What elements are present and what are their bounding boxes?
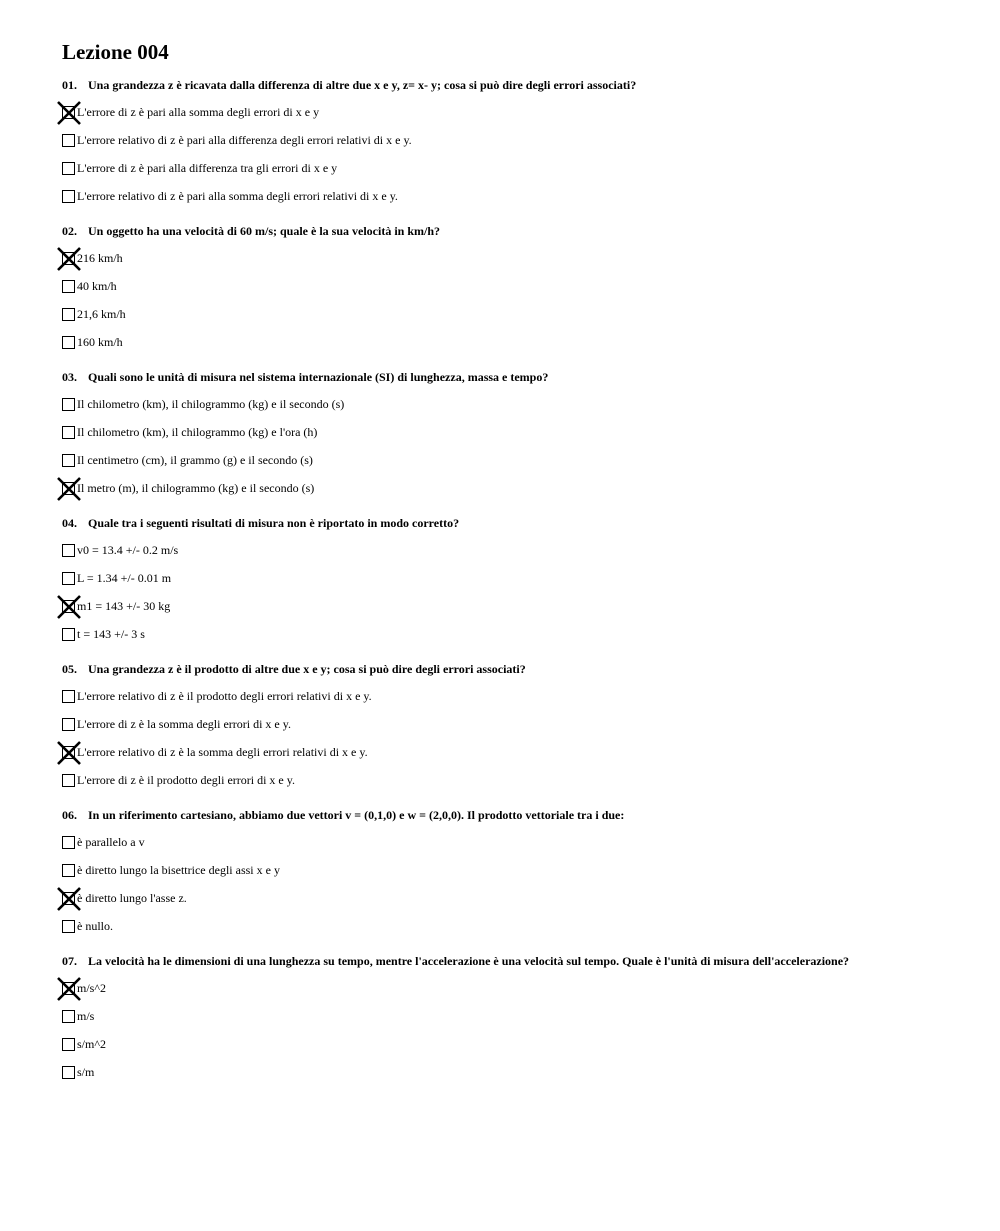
option-label: L'errore relativo di z è pari alla somma degli errori relativi di x e y. bbox=[77, 189, 398, 203]
question-prompt: Un oggetto ha una velocità di 60 m/s; quale è la sua velocità in km/h? bbox=[88, 224, 441, 238]
option-label: è nullo. bbox=[77, 919, 113, 933]
option-label: Il metro (m), il chilogrammo (kg) e il secondo (s) bbox=[77, 481, 315, 495]
question-text bbox=[62, 515, 962, 531]
question-number: 03. bbox=[62, 370, 77, 384]
question-4 bbox=[62, 515, 962, 648]
answer-option bbox=[62, 446, 962, 474]
answer-option bbox=[62, 474, 962, 502]
answer-option bbox=[62, 564, 962, 592]
question-6 bbox=[62, 807, 962, 940]
question-number: 07. bbox=[62, 954, 77, 968]
option-label: L'errore relativo di z è pari alla differenza degli errori relativi di x e y. bbox=[77, 133, 412, 147]
checkbox[interactable] bbox=[62, 454, 75, 467]
option-label: 21,6 km/h bbox=[77, 307, 126, 321]
answer-option bbox=[62, 154, 962, 182]
question-prompt: La velocità ha le dimensioni di una lunghezza su tempo, mentre l'accelerazione è una velocità sul tempo. Quale è l'unità di misura dell'accelerazione? bbox=[88, 954, 850, 968]
checkbox[interactable] bbox=[62, 628, 75, 641]
answer-option bbox=[62, 884, 962, 912]
cross-mark-icon bbox=[57, 595, 81, 619]
question-text bbox=[62, 661, 962, 677]
checkbox[interactable] bbox=[62, 718, 75, 731]
option-label: L'errore di z è pari alla somma degli errori di x e y bbox=[77, 105, 320, 119]
option-label: Il centimetro (cm), il grammo (g) e il secondo (s) bbox=[77, 453, 313, 467]
question-text bbox=[62, 953, 962, 969]
question-7 bbox=[62, 953, 962, 1086]
answer-option bbox=[62, 1058, 962, 1086]
checkbox[interactable] bbox=[62, 572, 75, 585]
question-2 bbox=[62, 223, 962, 356]
cross-mark-icon bbox=[57, 741, 81, 765]
question-text bbox=[62, 223, 962, 239]
option-label: Il chilometro (km), il chilogrammo (kg) e l'ora (h) bbox=[77, 425, 318, 439]
option-label: s/m^2 bbox=[77, 1037, 106, 1051]
answer-option bbox=[62, 828, 962, 856]
checkbox-checked[interactable] bbox=[62, 600, 75, 613]
checkbox[interactable] bbox=[62, 774, 75, 787]
answer-option bbox=[62, 856, 962, 884]
option-label: è diretto lungo la bisettrice degli assi x e y bbox=[77, 863, 280, 877]
option-label: t = 143 +/- 3 s bbox=[77, 627, 145, 641]
checkbox-checked[interactable] bbox=[62, 106, 75, 119]
option-label: L'errore di z è pari alla differenza tra gli errori di x e y bbox=[77, 161, 338, 175]
option-label: L'errore di z è il prodotto degli errori di x e y. bbox=[77, 773, 295, 787]
answer-option bbox=[62, 328, 962, 356]
answer-option bbox=[62, 710, 962, 738]
answer-option bbox=[62, 536, 962, 564]
answer-option bbox=[62, 766, 962, 794]
option-label: è diretto lungo l'asse z. bbox=[77, 891, 187, 905]
answer-option bbox=[62, 98, 962, 126]
checkbox[interactable] bbox=[62, 690, 75, 703]
option-label: m/s bbox=[77, 1009, 95, 1023]
question-prompt: In un riferimento cartesiano, abbiamo due vettori v = (0,1,0) e w = (2,0,0). Il prodotto vettoriale tra i due: bbox=[88, 808, 625, 822]
option-label: L'errore di z è la somma degli errori di x e y. bbox=[77, 717, 291, 731]
answer-option bbox=[62, 418, 962, 446]
answer-option bbox=[62, 620, 962, 648]
question-1 bbox=[62, 77, 962, 210]
answer-option bbox=[62, 974, 962, 1002]
answer-option bbox=[62, 1030, 962, 1058]
option-label: m1 = 143 +/- 30 kg bbox=[77, 599, 171, 613]
checkbox[interactable] bbox=[62, 864, 75, 877]
cross-mark-icon bbox=[57, 101, 81, 125]
answer-option bbox=[62, 244, 962, 272]
option-label: 216 km/h bbox=[77, 251, 123, 265]
checkbox[interactable] bbox=[62, 836, 75, 849]
option-label: 40 km/h bbox=[77, 279, 117, 293]
answer-option bbox=[62, 182, 962, 210]
option-label: Il chilometro (km), il chilogrammo (kg) e il secondo (s) bbox=[77, 397, 345, 411]
answer-option bbox=[62, 126, 962, 154]
checkbox[interactable] bbox=[62, 1066, 75, 1079]
checkbox-checked[interactable] bbox=[62, 746, 75, 759]
question-number: 05. bbox=[62, 662, 77, 676]
question-list bbox=[62, 77, 962, 1086]
cross-mark-icon bbox=[57, 477, 81, 501]
checkbox[interactable] bbox=[62, 426, 75, 439]
question-text bbox=[62, 369, 962, 385]
answer-option bbox=[62, 912, 962, 940]
page-title: Lezione 004 bbox=[62, 40, 169, 64]
question-prompt: Quale tra i seguenti risultati di misura non è riportato in modo corretto? bbox=[88, 516, 460, 530]
cross-mark-icon bbox=[57, 887, 81, 911]
checkbox-checked[interactable] bbox=[62, 892, 75, 905]
question-number: 06. bbox=[62, 808, 77, 822]
checkbox[interactable] bbox=[62, 134, 75, 147]
checkbox[interactable] bbox=[62, 920, 75, 933]
checkbox[interactable] bbox=[62, 1010, 75, 1023]
question-text bbox=[62, 807, 962, 823]
checkbox[interactable] bbox=[62, 162, 75, 175]
option-label: è parallelo a v bbox=[77, 835, 145, 849]
question-5 bbox=[62, 661, 962, 794]
answer-option bbox=[62, 272, 962, 300]
question-prompt: Quali sono le unità di misura nel sistema internazionale (SI) di lunghezza, massa e tempo? bbox=[88, 370, 549, 384]
question-prompt: Una grandezza z è il prodotto di altre due x e y; cosa si può dire degli errori associati? bbox=[88, 662, 526, 676]
checkbox[interactable] bbox=[62, 544, 75, 557]
document-page bbox=[62, 38, 962, 1099]
checkbox[interactable] bbox=[62, 1038, 75, 1051]
answer-option bbox=[62, 592, 962, 620]
question-text bbox=[62, 77, 962, 93]
checkbox[interactable] bbox=[62, 398, 75, 411]
cross-mark-icon bbox=[57, 247, 81, 271]
answer-option bbox=[62, 1002, 962, 1030]
option-label: L = 1.34 +/- 0.01 m bbox=[77, 571, 172, 585]
answer-option bbox=[62, 300, 962, 328]
question-number: 04. bbox=[62, 516, 77, 530]
checkbox[interactable] bbox=[62, 308, 75, 321]
option-label: L'errore relativo di z è il prodotto degli errori relativi di x e y. bbox=[77, 689, 372, 703]
answer-option bbox=[62, 682, 962, 710]
cross-mark-icon bbox=[57, 977, 81, 1001]
option-label: s/m bbox=[77, 1065, 95, 1079]
option-label: v0 = 13.4 +/- 0.2 m/s bbox=[77, 543, 179, 557]
question-number: 02. bbox=[62, 224, 77, 238]
checkbox-checked[interactable] bbox=[62, 982, 75, 995]
question-3 bbox=[62, 369, 962, 502]
option-label: L'errore relativo di z è la somma degli errori relativi di x e y. bbox=[77, 745, 368, 759]
answer-option bbox=[62, 390, 962, 418]
checkbox[interactable] bbox=[62, 280, 75, 293]
checkbox-checked[interactable] bbox=[62, 482, 75, 495]
option-label: m/s^2 bbox=[77, 981, 106, 995]
checkbox[interactable] bbox=[62, 190, 75, 203]
option-label: 160 km/h bbox=[77, 335, 123, 349]
checkbox[interactable] bbox=[62, 336, 75, 349]
answer-option bbox=[62, 738, 962, 766]
checkbox-checked[interactable] bbox=[62, 252, 75, 265]
question-prompt: Una grandezza z è ricavata dalla differenza di altre due x e y, z= x- y; cosa si può dire degli errori associati? bbox=[88, 78, 637, 92]
question-number: 01. bbox=[62, 78, 77, 92]
